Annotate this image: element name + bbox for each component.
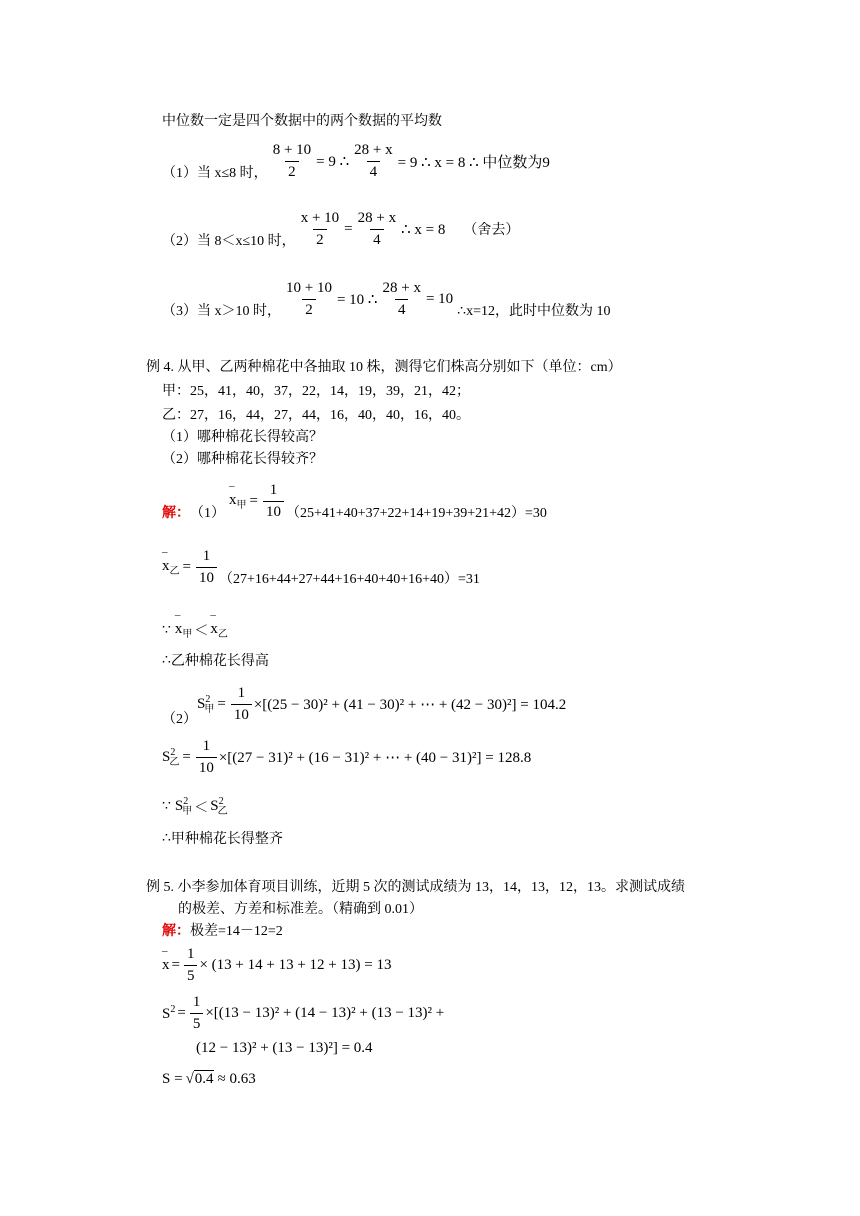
fraction-1-10: $\frac{1}{10}$ [263, 482, 284, 521]
case-1-label: （1）当 x≤8 时， [162, 166, 268, 181]
mean-line: – x = $\frac{1}{5}$ × (13 + 14 + 13 + 12 + 13) = 13 [162, 946, 391, 985]
case-1-fraction-1: $\frac{8 + 10}{2}$ [272, 141, 312, 180]
case-2-eq-2: ∴ x = 8 [401, 221, 446, 238]
case-2 [162, 208, 519, 250]
variance-line: $S^2$ = $\frac{1}{5}$ ×[(13 − 13)² + (14 − 13)² + (13 − 13)² + [162, 994, 445, 1032]
case-3 [162, 278, 610, 320]
range-line [162, 920, 283, 940]
mean-yi-symbol: – $x_乙$ [162, 558, 180, 577]
mean-jia-symbol: – $x_甲$ [229, 492, 247, 511]
case-1-fraction-2: $\frac{28 + x}{4}$ [354, 141, 393, 180]
compare-means: ∵ – $x_甲$ ＜ – $x_乙$ [162, 620, 228, 640]
mean-yi-line: – $x_乙$ = $\frac{1}{10}$ （27+16+44+27+44+16+40+40+16+40）=31 [162, 546, 480, 588]
case-2-eq-1: = [344, 220, 353, 237]
case-2-fraction-1: $\frac{x + 10}{2}$ [300, 209, 340, 248]
sd-line: S = √ 0.4 ≈ 0.63 [162, 1070, 256, 1087]
variance-yi-symbol: $S^2_乙$ [162, 747, 180, 768]
conclusion-2: ∴ 甲种棉花长得整齐 [162, 830, 283, 847]
case-3-fraction-1: $\frac{10 + 10}{2}$ [286, 279, 332, 318]
mean-jia-line: 解： （1） – $x_甲$ = $\frac{1}{10}$ （25+41+40+37+22+14+19+39+21+42）=30 [162, 480, 547, 522]
case-3-eq-1: = 10 ∴ [336, 291, 378, 308]
example-4-question-1: （1）哪种棉花长得较高？ [162, 430, 323, 445]
case-3-eq-2: = 10 [425, 290, 454, 307]
example-4-question-2: （2）哪种棉花长得较齐？ [162, 452, 323, 467]
case-2-label: （2）当 8＜x≤10 时， [162, 234, 296, 249]
variance-jia-symbol: $S^2_甲$ [197, 693, 215, 715]
conclusion-1: ∴ 乙种棉花长得高 [162, 652, 269, 669]
case-3-tail: ∴x=12，此时中位数为 10 [457, 304, 611, 319]
case-3-fraction-2: $\frac{28 + x}{4}$ [382, 279, 421, 318]
variance-expr-2: (12 − 13)² + (13 − 13)²] = 0.4 [196, 1040, 373, 1056]
sum-jia: （25+41+40+37+22+14+19+39+21+42）=30 [285, 506, 547, 521]
example-4-data-yi: 乙：27，16，44，27，44，16，40，40，16，40。 [162, 408, 470, 423]
case-1-eq-1: = 9 ∴ [316, 153, 350, 170]
median-note: 中位数一定是四个数据中的两个数据的平均数 [162, 114, 442, 129]
variance-jia-line: （2） $S^2_甲$ = $\frac{1}{10}$ ×[(25 − 30)² + (41 − 30)² + ⋯ + (42 − 30)²] = 104.2 [162, 684, 567, 727]
sum-yi: （27+16+44+27+44+16+40+40+16+40）=31 [218, 572, 480, 587]
variance-yi-line: $S^2_乙$ = $\frac{1}{10}$ ×[(27 − 31)² + (16 − 31)² + ⋯ + (40 − 31)²] = 128.8 [162, 738, 532, 776]
mean-expr: × (13 + 14 + 13 + 12 + 13) = 13 [199, 957, 392, 973]
case-2-note: （舍去） [463, 223, 520, 238]
example-4-data-jia: 甲：25，41，40，37，22，14，19，39，21，42； [162, 384, 470, 399]
example-4-title: 例 4. 从甲、乙两种棉花中各抽取 10 株，测得它们株高分别如下（单位：cm） [146, 360, 622, 375]
example-5-title-line-1: 例 5. 小李参加体育项目训练，近期 5 次的测试成绩为 13，14，13，12，13。求测试成绩 [146, 880, 685, 895]
case-2-fraction-2: $\frac{28 + x}{4}$ [357, 209, 397, 248]
solve-label-5: 解： [162, 924, 190, 939]
case-1-eq-2: = 9 ∴ x = 8 ∴ 中位数为9 [397, 154, 550, 171]
case-3-label: （3）当 x＞10 时， [162, 304, 281, 319]
range-value: 极差=14－12=2 [190, 924, 283, 939]
variance-expr-1: ×[(13 − 13)² + (14 − 13)² + (13 − 13)² + [205, 1005, 445, 1021]
solve-label: 解： [162, 506, 190, 521]
variance-yi-expr: ×[(27 − 31)² + (16 − 31)² + ⋯ + (40 − 31)²] = 128.8 [218, 750, 532, 766]
sd-radicand: 0.4 [194, 1071, 214, 1087]
case-1 [162, 140, 550, 182]
variance-jia-expr: ×[(25 − 30)² + (41 − 30)² + ⋯ + (42 − 30)²] = 104.2 [253, 696, 567, 713]
compare-variances: ∵ $S^2_甲$ ＜ $S^2_乙$ [162, 796, 228, 817]
example-5-title-line-2: 的极差、方差和标准差。（精确到 0.01） [178, 902, 423, 917]
